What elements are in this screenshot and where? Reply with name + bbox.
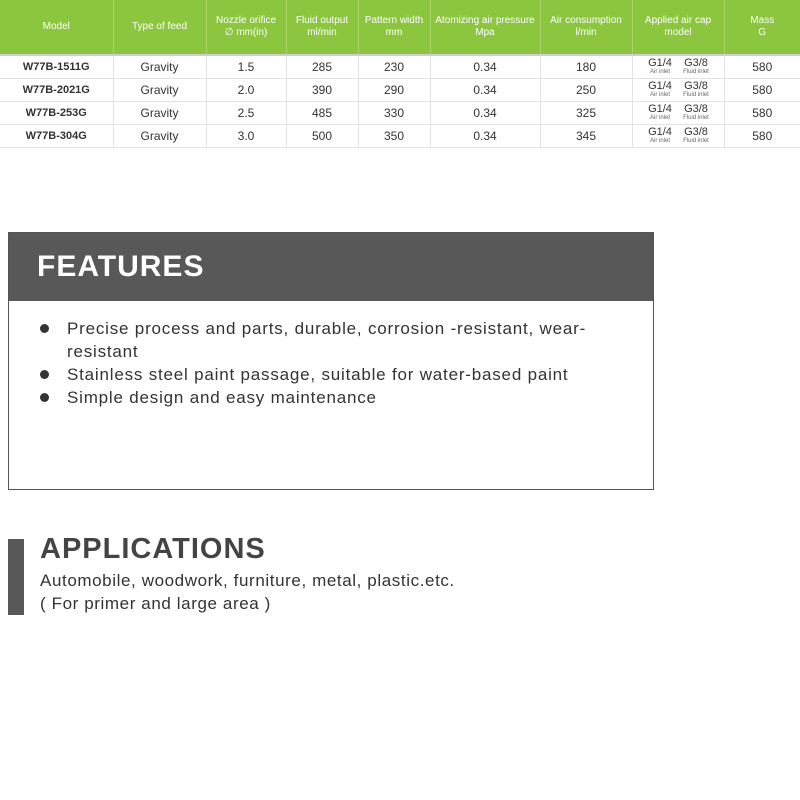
header-mass: Mass G [724,0,800,55]
bullet-icon [40,324,49,333]
header-fluid-output: Fluid output ml/min [286,0,358,55]
cell-pressure: 0.34 [430,79,540,102]
cell-pattern-width: 350 [358,125,430,148]
feature-item: Stainless steel paint passage, suitable for water-based paint [37,363,607,386]
cell-pressure: 0.34 [430,102,540,125]
fluid-inlet: G3/8 Fluid inlet [683,126,709,144]
cell-mass: 580 [724,125,800,148]
bullet-icon [40,393,49,402]
header-atomizing-pressure: Atomizing air pressure Mpa [430,0,540,55]
fluid-inlet: G3/8 Fluid inlet [683,57,709,75]
fluid-inlet: G3/8 Fluid inlet [683,103,709,121]
features-list [9,301,653,409]
cell-fluid-output: 500 [286,125,358,148]
feature-item: Simple design and easy maintenance [37,386,607,409]
header-air-cap: Applied air cap model [632,0,724,55]
cell-mass: 580 [724,55,800,79]
cell-air-consumption: 180 [540,55,632,79]
cell-mass: 580 [724,79,800,102]
cell-feed: Gravity [113,55,206,79]
cell-pressure: 0.34 [430,125,540,148]
cell-fluid-output: 285 [286,55,358,79]
cell-pressure: 0.34 [430,55,540,79]
air-inlet: G1/4 Air inlet [648,103,672,121]
features-title: FEATURES [9,233,653,301]
bullet-icon [40,370,49,379]
cell-air-cap [632,125,724,148]
cell-model: W77B-253G [0,102,113,125]
feature-item: Precise process and parts, durable, corrosion -resistant, wear- resistant [37,317,607,363]
table-row [0,79,800,102]
cell-feed: Gravity [113,102,206,125]
header-model: Model [0,0,113,55]
cell-fluid-output: 390 [286,79,358,102]
cell-pattern-width: 290 [358,79,430,102]
features-section [8,232,654,490]
applications-line: Automobile, woodwork, furniture, metal, plastic.etc. [40,571,455,590]
header-nozzle-orifice: Nozzle orifice ∅ mm(in) [206,0,286,55]
cell-feed: Gravity [113,79,206,102]
table-header-row [0,0,800,55]
cell-air-consumption: 250 [540,79,632,102]
cell-nozzle: 3.0 [206,125,286,148]
applications-description [40,569,455,615]
cell-mass: 580 [724,102,800,125]
applications-accent-bar [8,539,24,615]
cell-nozzle: 1.5 [206,55,286,79]
header-pattern-width: Pattern width mm [358,0,430,55]
header-type-of-feed: Type of feed [113,0,206,55]
applications-line: ( For primer and large area ) [40,594,271,613]
table-row [0,102,800,125]
cell-nozzle: 2.5 [206,102,286,125]
air-inlet: G1/4 Air inlet [648,80,672,98]
cell-model: W77B-304G [0,125,113,148]
cell-model: W77B-2021G [0,79,113,102]
air-inlet: G1/4 Air inlet [648,57,672,75]
cell-air-consumption: 345 [540,125,632,148]
cell-air-cap [632,102,724,125]
spec-table-body [0,55,800,148]
cell-nozzle: 2.0 [206,79,286,102]
cell-air-consumption: 325 [540,102,632,125]
cell-air-cap [632,79,724,102]
header-air-consumption: Air consumption l/min [540,0,632,55]
cell-air-cap [632,55,724,79]
table-row [0,125,800,148]
cell-pattern-width: 230 [358,55,430,79]
spec-table [0,0,800,148]
cell-fluid-output: 485 [286,102,358,125]
cell-feed: Gravity [113,125,206,148]
cell-model: W77B-1511G [0,55,113,79]
air-inlet: G1/4 Air inlet [648,126,672,144]
applications-title: APPLICATIONS [40,533,266,565]
cell-pattern-width: 330 [358,102,430,125]
table-row [0,55,800,79]
fluid-inlet: G3/8 Fluid inlet [683,80,709,98]
